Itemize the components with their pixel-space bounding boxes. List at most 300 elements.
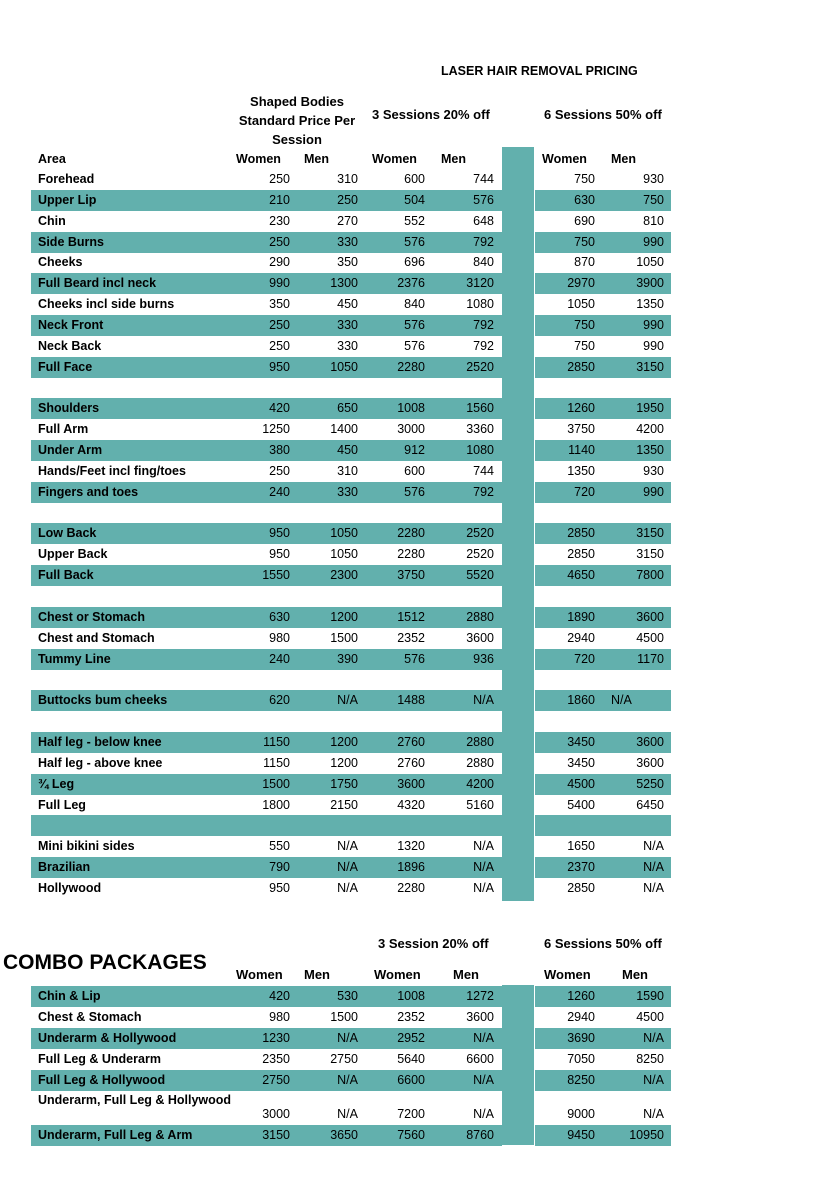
table-row	[31, 273, 671, 294]
price-standard-men: 3650	[330, 1128, 358, 1142]
price-six-women	[535, 378, 595, 399]
price-standard-women	[230, 503, 290, 524]
price-six-women: 1140	[568, 443, 595, 458]
price-three-men: 4200	[466, 776, 494, 791]
price-three-men	[434, 669, 494, 690]
price-six-women: 870	[574, 255, 595, 270]
column-header-women: Women	[372, 152, 417, 166]
price-six-men: 1050	[636, 255, 664, 270]
price-six-men: 3150	[636, 359, 664, 374]
price-standard-men: N/A	[337, 860, 358, 875]
price-three-women: 2352	[397, 1010, 425, 1024]
price-standard-men: 1200	[330, 734, 358, 749]
price-six-women: 750	[574, 338, 595, 353]
table-row	[31, 1091, 671, 1125]
price-standard-women: 630	[269, 609, 290, 624]
price-standard-men: 1050	[330, 526, 358, 541]
combo-column-header-women: Women	[374, 967, 421, 982]
price-six-men: N/A	[643, 880, 664, 895]
price-three-women: 1008	[397, 989, 425, 1003]
price-three-men: N/A	[473, 1073, 494, 1087]
price-three-women: 576	[404, 317, 425, 332]
area-label: Underarm, Full Leg & Arm	[38, 1128, 193, 1142]
area-label: Full Beard incl neck	[38, 276, 157, 291]
price-three-women: 600	[404, 172, 425, 186]
price-three-women: 912	[404, 443, 425, 458]
price-three-men	[434, 711, 494, 732]
combo-column-header-men: Men	[453, 967, 479, 982]
table-row	[31, 252, 671, 273]
area-label: Upper Back	[38, 547, 108, 562]
price-standard-women: 250	[269, 317, 290, 332]
price-six-women: 720	[574, 484, 595, 499]
price-three-men: 648	[473, 213, 494, 228]
table-row	[31, 753, 671, 774]
price-standard-women: 420	[269, 401, 290, 416]
column-header-women: Women	[542, 152, 587, 166]
price-three-men: 792	[473, 317, 494, 332]
price-standard-men: 650	[337, 401, 358, 416]
price-six-men: 3600	[636, 755, 664, 770]
price-three-men: 3360	[466, 422, 494, 437]
combo-column-header-women: Women	[544, 967, 591, 982]
price-standard-men: 2750	[330, 1052, 358, 1066]
combo-column-header-men: Men	[304, 967, 330, 982]
price-six-women: 1050	[567, 297, 595, 312]
price-standard-women: 790	[269, 860, 290, 875]
table-row	[31, 544, 671, 565]
price-three-women: 576	[404, 234, 425, 249]
price-six-women: 750	[574, 234, 595, 249]
area-label: Chin & Lip	[38, 989, 101, 1003]
column-header-men: Men	[304, 152, 329, 166]
combo-title: COMBO PACKAGES	[3, 951, 207, 974]
price-standard-women: 3000	[262, 1107, 290, 1121]
price-three-men: 3120	[466, 276, 494, 291]
price-six-men: 8250	[636, 1052, 664, 1066]
price-three-men	[434, 503, 494, 524]
area-label: Fingers and toes	[38, 484, 139, 499]
price-standard-men: 330	[337, 234, 358, 249]
area-label: Low Back	[38, 526, 97, 541]
price-three-women: 2952	[397, 1031, 425, 1045]
area-label: Full Back	[38, 568, 94, 583]
price-six-women: 2850	[567, 359, 595, 374]
price-six-men: 3150	[636, 547, 664, 562]
price-six-women: 2850	[567, 547, 595, 562]
price-three-women: 1896	[397, 860, 425, 875]
table-row	[31, 732, 671, 753]
price-six-women: 1260	[567, 401, 595, 416]
price-standard-men: 270	[337, 213, 358, 228]
price-six-men: 990	[643, 338, 664, 353]
area-label: Cheeks incl side burns	[38, 297, 175, 312]
price-six-men: 930	[643, 172, 664, 186]
area-label: Brazilian	[38, 860, 91, 875]
area-label: Full Arm	[38, 422, 89, 437]
price-three-men: N/A	[473, 839, 494, 854]
area-label: Full Leg	[38, 797, 86, 812]
price-six-women: 2970	[567, 276, 595, 291]
price-six-men	[604, 669, 664, 690]
price-three-men: N/A	[473, 860, 494, 875]
price-three-women: 696	[404, 255, 425, 270]
price-standard-women	[230, 815, 290, 836]
price-standard-men: 1300	[330, 276, 358, 291]
price-six-men: 750	[643, 192, 664, 207]
price-three-men: 792	[473, 338, 494, 353]
price-standard-men: N/A	[337, 839, 358, 854]
price-three-women: 2760	[397, 755, 425, 770]
combo-column-header-women: Women	[236, 967, 283, 982]
area-label: Tummy Line	[38, 651, 111, 666]
price-standard-women: 1550	[262, 568, 290, 583]
price-standard-men	[298, 586, 358, 607]
price-standard-men: 530	[337, 989, 358, 1003]
price-six-women	[535, 669, 595, 690]
price-three-men: 3600	[466, 630, 494, 645]
price-six-women: 630	[574, 192, 595, 207]
price-six-men	[604, 711, 664, 732]
price-three-women: 6600	[397, 1073, 425, 1087]
price-six-women: 4650	[567, 568, 595, 583]
column-header-men: Men	[441, 152, 466, 166]
price-standard-men: 390	[337, 651, 358, 666]
price-three-men	[434, 586, 494, 607]
price-standard-men: N/A	[337, 1031, 358, 1045]
price-standard-women: 950	[269, 526, 290, 541]
price-three-women: 1008	[397, 401, 425, 416]
price-six-men: 1170	[637, 651, 664, 666]
price-standard-men: N/A	[337, 1073, 358, 1087]
price-six-women: 3750	[567, 422, 595, 437]
price-three-women: 2280	[397, 359, 425, 374]
price-six-men: N/A	[611, 693, 632, 708]
price-six-women: 2370	[567, 860, 595, 875]
price-standard-men	[298, 711, 358, 732]
table-row	[31, 503, 671, 524]
price-six-men: N/A	[643, 839, 664, 854]
price-three-women: 504	[404, 192, 425, 207]
table-row	[31, 711, 671, 732]
table-row	[31, 607, 671, 628]
price-six-women: 2850	[567, 526, 595, 541]
column-header-women: Women	[236, 152, 281, 166]
price-standard-men: 250	[337, 192, 358, 207]
price-three-women	[365, 586, 425, 607]
price-three-women: 4320	[397, 797, 425, 812]
price-standard-women: 350	[269, 297, 290, 312]
price-three-women: 3600	[397, 776, 425, 791]
table-row	[31, 232, 671, 253]
price-standard-men	[298, 503, 358, 524]
price-three-men: 1080	[466, 297, 494, 312]
price-three-men: 2880	[466, 755, 494, 770]
table-row	[31, 815, 671, 836]
price-three-women	[365, 711, 425, 732]
price-three-women	[365, 815, 425, 836]
price-standard-men: 1200	[330, 755, 358, 770]
price-six-women: 3450	[567, 755, 595, 770]
price-six-men: 6450	[636, 797, 664, 812]
price-three-men: 2520	[466, 526, 494, 541]
price-three-men: N/A	[473, 1031, 494, 1045]
price-standard-women: 420	[269, 989, 290, 1003]
price-three-women: 2760	[397, 734, 425, 749]
price-standard-men: 1200	[330, 609, 358, 624]
price-six-men: 4500	[636, 630, 664, 645]
area-label: Side Burns	[38, 234, 104, 249]
price-six-women	[535, 586, 595, 607]
price-standard-women: 250	[269, 172, 290, 186]
price-six-men: 10950	[629, 1128, 664, 1142]
price-standard-women: 1230	[262, 1031, 290, 1045]
area-label: Full Face	[38, 359, 93, 374]
price-standard-women: 950	[269, 547, 290, 562]
price-six-women: 4500	[567, 776, 595, 791]
price-three-men: 792	[473, 234, 494, 249]
price-six-women: 2940	[567, 630, 595, 645]
table-row	[31, 440, 671, 461]
price-three-men: 2520	[466, 359, 494, 374]
area-label: Underarm & Hollywood	[38, 1031, 177, 1045]
price-standard-men: 1050	[330, 359, 358, 374]
price-six-women	[535, 815, 595, 836]
table-row	[31, 1007, 671, 1028]
table-row	[31, 461, 671, 482]
price-standard-men: N/A	[337, 693, 358, 708]
price-three-men: 936	[473, 651, 494, 666]
price-three-women: 1512	[397, 609, 425, 624]
price-standard-men: 1050	[330, 547, 358, 562]
price-three-women: 3000	[397, 422, 425, 437]
price-six-women: 2940	[567, 1010, 595, 1024]
price-standard-women: 950	[269, 880, 290, 895]
price-six-men	[604, 815, 664, 836]
header-six-sessions: 6 Sessions 50% off	[544, 107, 662, 122]
price-three-men: 6600	[466, 1052, 494, 1066]
price-standard-women: 1150	[263, 734, 290, 749]
area-label: Chin	[38, 213, 66, 228]
price-three-men: 2880	[466, 609, 494, 624]
price-six-men: 1590	[636, 989, 664, 1003]
table-row	[31, 398, 671, 419]
area-label: Cheeks	[38, 255, 83, 270]
price-three-men: 1272	[466, 989, 494, 1003]
area-label: Shoulders	[38, 401, 100, 416]
area-label: Chest & Stomach	[38, 1010, 142, 1024]
price-three-men: 1080	[466, 443, 494, 458]
area-label: Under Arm	[38, 443, 103, 458]
price-three-men: 792	[473, 484, 494, 499]
price-standard-men: N/A	[337, 1107, 358, 1121]
price-three-men: N/A	[473, 693, 494, 708]
price-three-women: 840	[404, 297, 425, 312]
price-six-men: 3900	[636, 276, 664, 291]
column-header-area: Area	[38, 152, 66, 166]
table-row	[31, 294, 671, 315]
price-three-men: N/A	[473, 880, 494, 895]
table-row	[31, 878, 671, 899]
price-six-women	[535, 503, 595, 524]
price-six-women: 1350	[567, 463, 595, 478]
area-label: Underarm, Full Leg & Hollywood	[38, 1093, 232, 1107]
price-six-women: 7050	[567, 1052, 595, 1066]
price-standard-men	[298, 815, 358, 836]
price-six-men: 1350	[636, 443, 664, 458]
price-standard-women: 620	[269, 693, 290, 708]
price-three-men: 1560	[466, 401, 494, 416]
price-standard-women: 1800	[262, 797, 290, 812]
table-row	[31, 315, 671, 336]
price-standard-men	[298, 378, 358, 399]
price-three-women: 2280	[397, 880, 425, 895]
combo-column-header-men: Men	[622, 967, 648, 982]
price-standard-women: 240	[269, 484, 290, 499]
area-label: Half leg - below knee	[38, 734, 162, 749]
price-three-women: 7560	[397, 1128, 425, 1142]
price-three-women: 600	[404, 463, 425, 478]
price-six-men	[604, 586, 664, 607]
price-standard-women: 980	[269, 630, 290, 645]
price-six-men: 4200	[636, 422, 664, 437]
price-three-men	[434, 815, 494, 836]
table-row	[31, 669, 671, 690]
price-standard-men	[298, 669, 358, 690]
table-row	[31, 357, 671, 378]
price-six-women: 3450	[567, 734, 595, 749]
table-row	[31, 565, 671, 586]
price-standard-women: 250	[269, 338, 290, 353]
price-six-women: 750	[574, 172, 595, 186]
table-row	[31, 628, 671, 649]
price-standard-women: 990	[269, 276, 290, 291]
price-standard-men: N/A	[337, 880, 358, 895]
combo-header-three-sessions: 3 Session 20% off	[378, 936, 489, 951]
price-standard-women: 3150	[262, 1128, 290, 1142]
table-row	[31, 190, 671, 211]
price-three-women	[365, 503, 425, 524]
area-label: Neck Back	[38, 338, 102, 353]
table-row	[31, 1125, 671, 1146]
table-row	[31, 169, 671, 190]
price-standard-women: 240	[269, 651, 290, 666]
price-standard-men: 2150	[330, 797, 358, 812]
price-standard-women: 1500	[262, 776, 290, 791]
price-six-men: 7800	[636, 568, 664, 583]
price-six-men: N/A	[643, 860, 664, 875]
price-three-women: 2280	[397, 547, 425, 562]
area-label: Upper Lip	[38, 192, 97, 207]
price-three-men: 2520	[466, 547, 494, 562]
price-three-women: 1488	[397, 693, 425, 708]
area-label: ¾ Leg	[38, 776, 75, 791]
price-six-men	[604, 378, 664, 399]
price-standard-women: 2750	[262, 1073, 290, 1087]
area-label: Chest or Stomach	[38, 609, 145, 624]
price-standard-men: 310	[337, 172, 358, 186]
table-row	[31, 986, 671, 1007]
table-row	[31, 795, 671, 816]
table-row	[31, 419, 671, 440]
table-row	[31, 211, 671, 232]
table-row	[31, 690, 671, 711]
price-six-women: 750	[574, 317, 595, 332]
price-six-women: 2850	[567, 880, 595, 895]
price-six-women: 3690	[567, 1031, 595, 1045]
area-label: Neck Front	[38, 317, 104, 332]
area-label: Forehead	[38, 172, 95, 186]
price-six-men: 3600	[636, 609, 664, 624]
price-six-men: 5250	[636, 776, 664, 791]
price-standard-men: 450	[337, 443, 358, 458]
price-standard-women: 980	[269, 1010, 290, 1024]
table-row	[31, 836, 671, 857]
price-standard-women: 250	[269, 234, 290, 249]
price-three-women: 3750	[397, 568, 425, 583]
price-six-women: 1890	[567, 609, 595, 624]
price-six-women: 1650	[567, 839, 595, 854]
price-six-men: 990	[643, 484, 664, 499]
table-row	[31, 586, 671, 607]
header-three-sessions: 3 Sessions 20% off	[372, 107, 490, 122]
price-three-women: 576	[404, 484, 425, 499]
table-row	[31, 378, 671, 399]
price-six-men: 990	[643, 317, 664, 332]
area-label: Chest and Stomach	[38, 630, 155, 645]
price-standard-men: 2300	[330, 568, 358, 583]
price-three-men: 744	[473, 172, 494, 186]
price-three-men	[434, 378, 494, 399]
column-header-men: Men	[611, 152, 636, 166]
price-standard-women	[230, 711, 290, 732]
area-label: Hollywood	[38, 880, 102, 895]
area-label: Mini bikini sides	[38, 839, 135, 854]
price-standard-men: 450	[337, 297, 358, 312]
price-three-women: 2376	[397, 276, 425, 291]
price-three-men: 576	[473, 192, 494, 207]
table-row	[31, 1049, 671, 1070]
price-three-women	[365, 378, 425, 399]
area-label: Full Leg & Hollywood	[38, 1073, 166, 1087]
price-standard-men: 330	[337, 484, 358, 499]
price-standard-women	[230, 378, 290, 399]
price-six-men: N/A	[643, 1073, 664, 1087]
price-three-women: 5640	[397, 1052, 425, 1066]
price-six-women: 9450	[567, 1128, 595, 1142]
price-three-men: 744	[473, 463, 494, 478]
table-row	[31, 336, 671, 357]
price-three-men: 5520	[466, 568, 494, 583]
price-standard-men: 330	[337, 338, 358, 353]
price-six-men: 3150	[636, 526, 664, 541]
price-three-men: N/A	[473, 1107, 494, 1121]
price-three-women: 1320	[397, 839, 425, 854]
area-label: Half leg - above knee	[38, 755, 163, 770]
price-six-women: 5400	[567, 797, 595, 812]
table-row	[31, 1028, 671, 1049]
price-standard-men: 310	[337, 463, 358, 478]
price-six-women: 720	[574, 651, 595, 666]
price-six-women: 9000	[567, 1107, 595, 1121]
price-standard-women	[230, 586, 290, 607]
price-standard-men: 1750	[330, 776, 358, 791]
price-six-women: 8250	[567, 1073, 595, 1087]
price-six-men: 1950	[636, 401, 664, 416]
price-six-men	[604, 503, 664, 524]
price-three-women: 576	[404, 651, 425, 666]
area-label: Hands/Feet incl fing/toes	[38, 463, 186, 478]
